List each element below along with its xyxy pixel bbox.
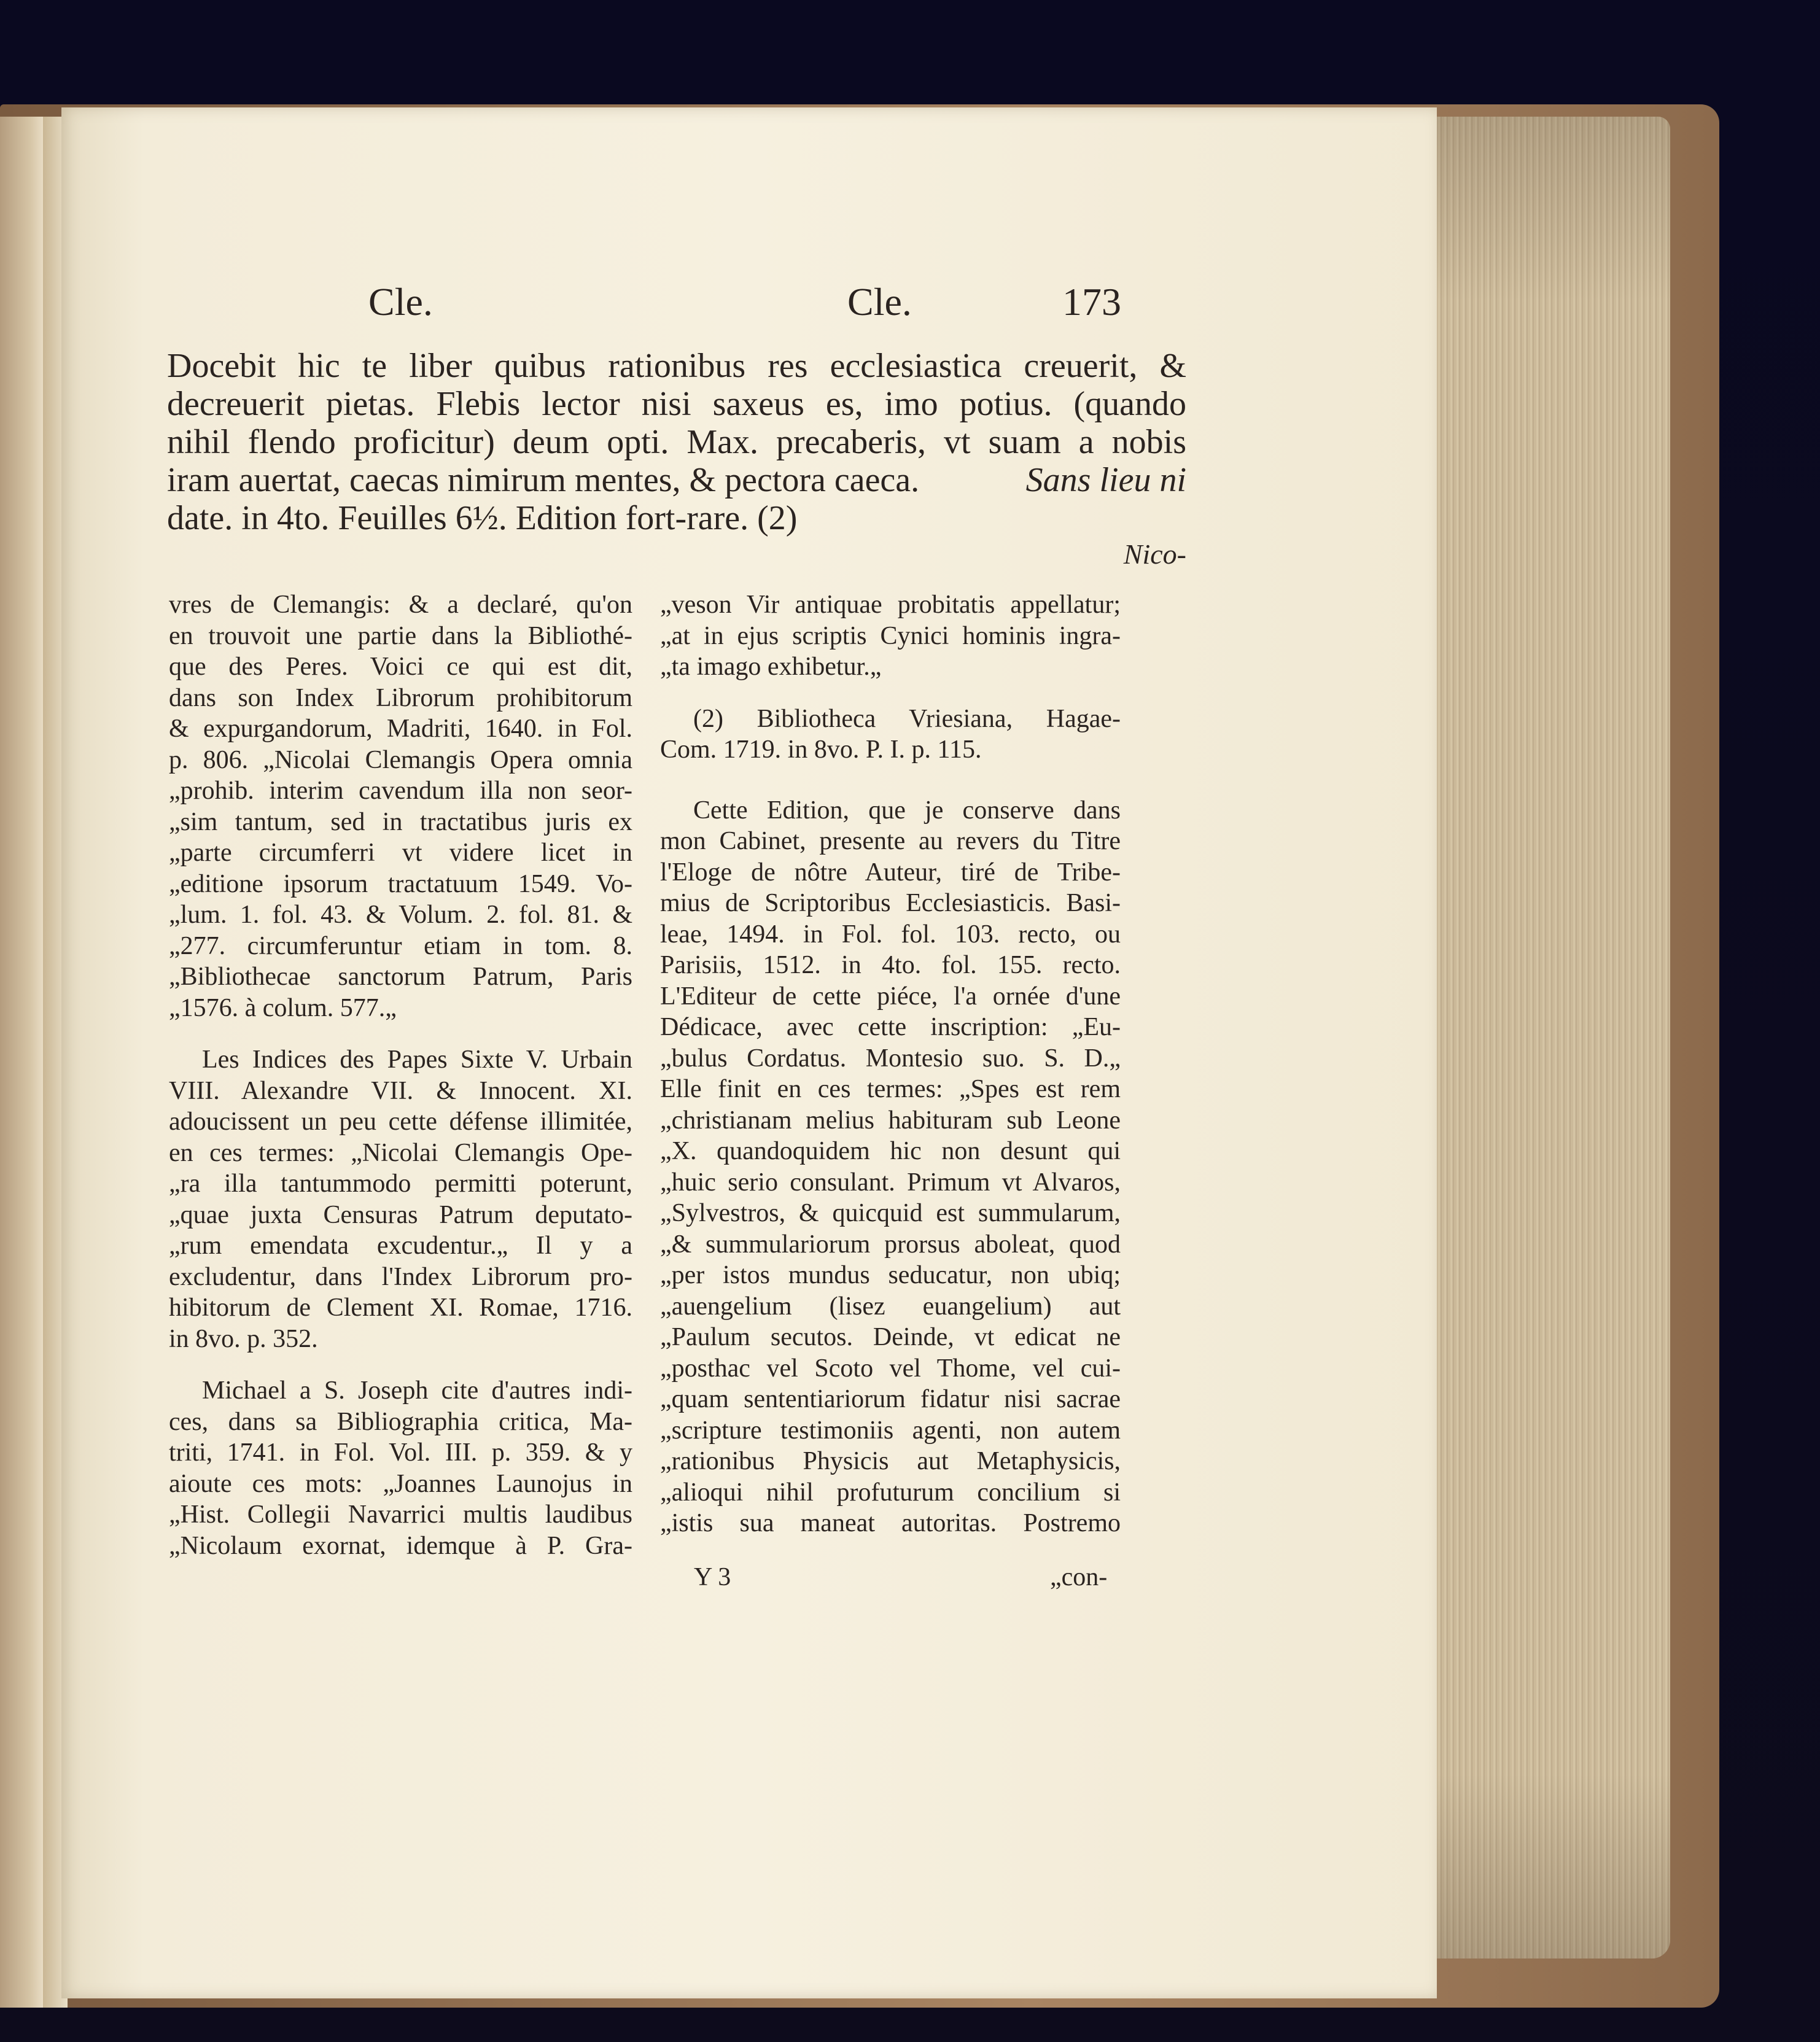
signature-mark: Y 3 <box>694 1563 731 1591</box>
text-line: nihil flendo proficitur) deum opti. Max. precaberis, vt suam a nobis <box>167 423 1186 461</box>
book-page <box>61 107 1437 1998</box>
page-number: 173 <box>1062 280 1121 324</box>
paragraph: Michael a S. Joseph cite d'autres indi- ces, dans sa Bibliographia critica, Ma- triti, 1741. in Fol. Vol. III. p. 359. & y aioute ces mots: „Joannes Launojus in „Hist. Collegii Navarrici multis laudibus „Nicolaum exornat, idemque à P. Gra- <box>169 1376 632 1560</box>
paragraph: Cette Edition, que je conserve dans mon Cabinet, presente au revers du Titre l'Eloge de nôtre Auteur, tiré de Tribe- mius de Scriptoribus Ecclesiasticis. Basi- leae, 1494. in Fol. fol. 103. recto, ou Parisiis, 1512. in 4to. fol. 155. recto. L'Editeur de cette piéce, l'a ornée d'une Dédicace, avec cette inscription: „Eu- „bulus Cordatus. Montesio suo. S. D.„ Elle finit en ces termes: „Spes est rem „christianam melius habituram sub Leone „X. quandoquidem hic non desunt qui „huic serio consulant. Primum vt Alvaros, „Sylvestros, & quicquid est summularum, „& summulariorum prorsus aboleat, quod „per istos mundus seducatur, non ubiq; „auengelium (lisez euangelium) aut „Paulum secutos. Deinde, vt edicat ne „posthac vel Scoto vel Thome, vel cui- „quam sententiariorum fidatur nisi sacrae „scripture testimoniis agenti, non autem „rationibus Physicis aut Metaphysicis, „alioqui nihil profuturum concilium si „istis sua maneat autoritas. Postremo <box>660 796 1121 1537</box>
text-line: iram auertat, caecas nimirum mentes, & pectora caeca. Sans lieu ni <box>167 461 1186 499</box>
full-width-text <box>167 347 1186 572</box>
catchword: Nico- <box>1123 538 1186 570</box>
catchword-bottom: „con- <box>1050 1563 1108 1591</box>
text-line: Docebit hic te liber quibus rationibus res ecclesiastica creuerit, & <box>167 347 1186 385</box>
text-line: date. in 4to. Feuilles 6½. Edition fort-rare. (2) <box>167 499 798 537</box>
paragraph: „veson Vir antiquae probitatis appellatur; „at in ejus scriptis Cynici hominis ingra- „ta imago exhibetur.„ <box>660 591 1121 681</box>
left-column <box>169 589 632 1561</box>
text-line: decreuerit pietas. Flebis lector nisi saxeus es, imo potius. (quando <box>167 385 1186 423</box>
right-column <box>660 589 1121 1539</box>
paragraph: vres de Clemangis: & a declaré, qu'on en trouvoit une partie dans la Bibliothé- que des Peres. Voici ce qui est dit, dans son Index Librorum prohibitorum & expurgandorum, Madriti, 1640. in Fol. p. 806. „Nicolai Clemangis Opera omnia „prohib. interim cavendum illa non seor- „sim tantum, sed in tractatibus juris ex „parte circumferri vt videre licet in „editione ipsorum tractatuum 1549. Vo- „lum. 1. fol. 43. & Volum. 2. fol. 81. & „277. circumferuntur etiam in tom. 8. „Bibliothecae sanctorum Patrum, Paris „1576. à colum. 577.„ <box>169 591 632 1022</box>
paragraph: Les Indices des Papes Sixte V. Urbain VIII. Alexandre VII. & Innocent. XI. adoucissent un peu cette défense illimitée, en ces termes: „Nicolai Clemangis Ope- „ra illa tantummodo permitti poterunt, „quae juxta Censuras Patrum deputato- „rum emendata excudentur.„ Il y a excludentur, dans l'Index Librorum pro- hibitorum de Clement XI. Romae, 1716. in 8vo. p. 352. <box>169 1046 632 1353</box>
facing-page-edge <box>0 117 43 2008</box>
running-head-left: Cle. <box>368 280 433 324</box>
running-head-center: Cle. <box>847 280 912 324</box>
footnote: (2) Bibliotheca Vriesiana, Hagae- Com. 1719. in 8vo. P. I. p. 115. <box>660 704 1121 764</box>
